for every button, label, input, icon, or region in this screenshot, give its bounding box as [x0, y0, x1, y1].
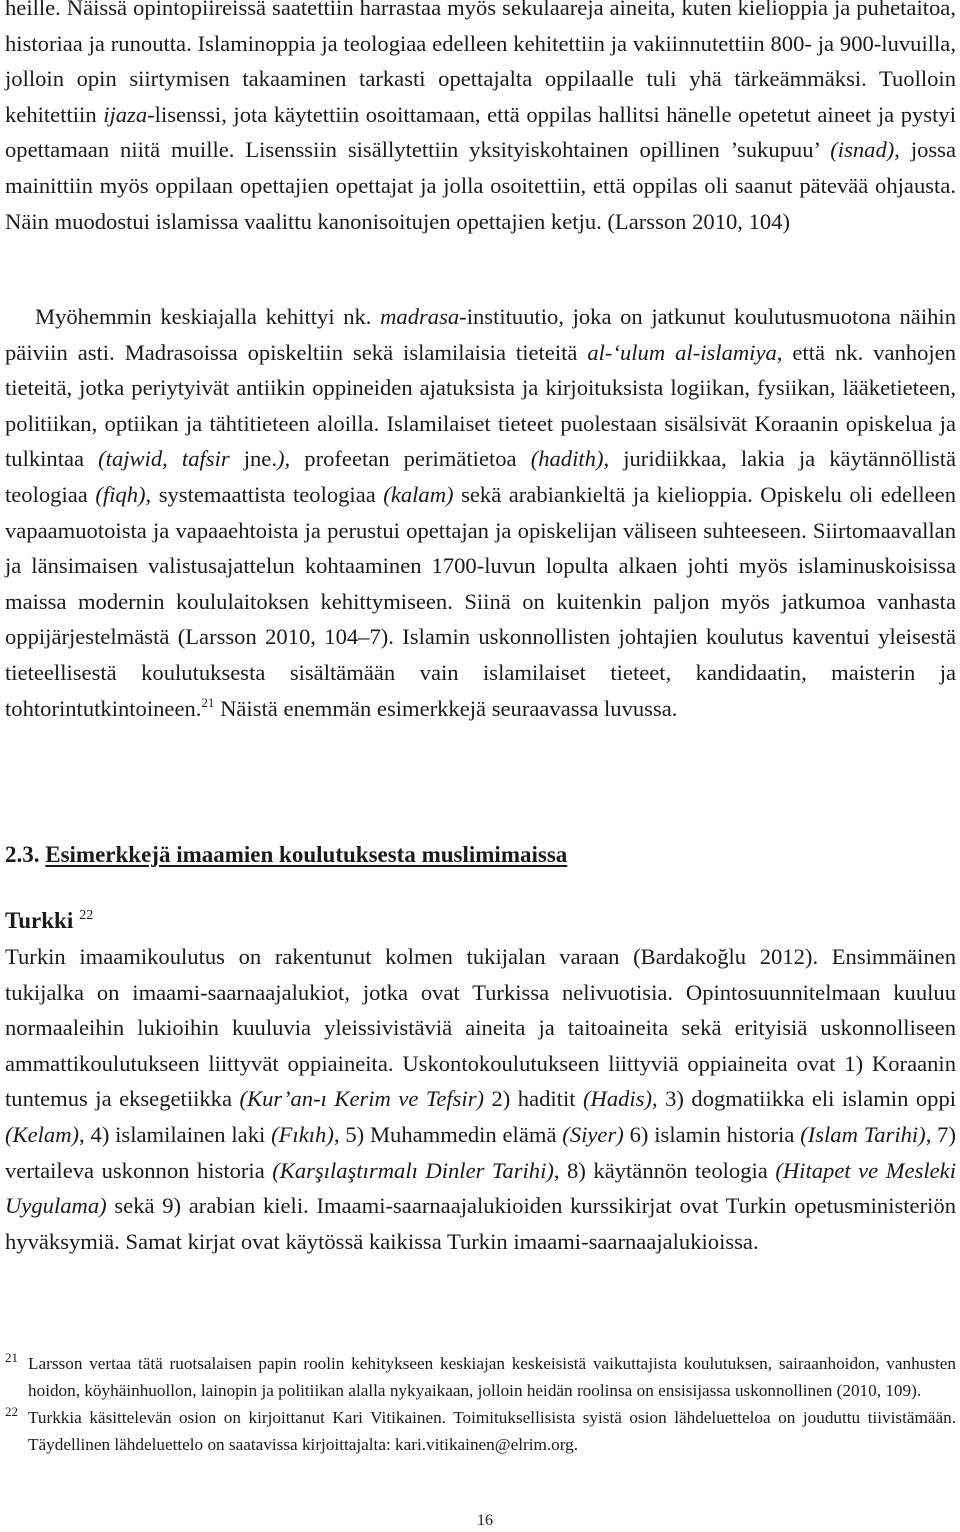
- text-run: , systemaattista teologiaa: [145, 481, 384, 507]
- italic-term: (Kur’an-ı Kerim ve Tefsir): [239, 1086, 485, 1112]
- subsection-title: Turkki: [5, 908, 74, 933]
- footnote-reference: 21: [201, 694, 215, 710]
- footnotes: [5, 1350, 956, 1458]
- text-run: sekä arabiankieltä ja kielioppia. Opiskelu oli edelleen vapaamuotoista ja vapaaehtoista ja perustui opettajan ja opiskelijan väliseen suhteeseen. Siirtomaavallan ja länsimaisen valistusajattelun kohtaaminen 1700-luvun lopulta alkaen johti myös islaminuskoisissa maissa modernin koululaitoksen kehittymiseen. Siinä on kuitenkin paljon myös jatkumoa vanhasta oppijärjestelmästä (Larsson 2010, 104–7). Islamin uskonnollisten johtajien koulutus kaventui yleisestä tieteellisestä koulutuksesta sisältämään vain islamilaiset tieteet, kandidaatin, maisterin ja tohtorintutkintoineen.: [5, 481, 956, 721]
- page-number: 16: [477, 1512, 493, 1529]
- text-run: , profeetan perimätietoa: [284, 446, 531, 472]
- text-run: jne.: [229, 446, 277, 472]
- text-run: -lisenssi, jota käytettiin osoittamaan, että oppilas hallitsi hänelle opetetut aineet ja pystyi opettamaan niitä muille. Lisenssiin sisällytettiin yksityiskohtainen opillinen ’sukupuu’: [5, 101, 956, 163]
- footnote-number: 21: [5, 1350, 18, 1365]
- text-run: , 8) käytännön teologia: [553, 1157, 776, 1183]
- italic-term: (hadith): [530, 446, 604, 472]
- section-heading: [5, 842, 567, 868]
- text-run: , jossa mainittiin myös oppilaan opettajien opettajat ja jolla osoitettiin, että oppilas oli saanut pätevää ohjausta. Näin muodostui islamissa vaalittu kanonisoitujen opettajien ketju. (Larsson 2010, 104): [5, 137, 957, 234]
- footnote-text: Turkkia käsittelevän osion on kirjoittanut Kari Vitikainen. Toimituksellisista syistä osion lähdeluetteloa on jouduttu tiivistämään. Täydellinen lähdeluettelo on saatavissa kirjoittajalta: kari.vitikainen@elrim.org.: [28, 1408, 956, 1454]
- text-run: , 5) Muhammedin elämä: [333, 1121, 563, 1147]
- italic-term: (kalam): [383, 481, 454, 507]
- text-run: heille. Näissä opintopiireissä saatettiin harrastaa myös sekulaareja aineita, kuten kielioppia ja puhetaitoa, historiaa ja runoutta. Islaminoppia ja teologiaa edelleen kehitettiin ja vakiinnutettiin 800- ja 900-luvuilla, jolloin opin siirtymisen takaaminen tarkasti opettajalta oppilaalle tuli yhä tärkeämmäksi. Tuolloin kehitettiin: [5, 0, 956, 127]
- footnote-reference: 22: [79, 908, 94, 923]
- footnote-22: [5, 1404, 956, 1458]
- text-run: Näistä enemmän esimerkkejä seuraavassa luvussa.: [214, 695, 678, 721]
- italic-term: (Hitapet ve Mesleki Uygulama): [5, 1157, 956, 1219]
- text-run: , 4) islamilainen laki: [79, 1121, 272, 1147]
- text-run: , 7) vertaileva uskonnon historia: [5, 1121, 956, 1183]
- italic-term: (Siyer): [562, 1121, 624, 1147]
- italic-term: (tajwid, tafsir: [98, 446, 230, 472]
- subsection-heading: [5, 908, 93, 934]
- italic-term: ijaza: [103, 101, 148, 127]
- italic-term: (fiqh): [95, 481, 146, 507]
- footnote-text: Larsson vertaa tätä ruotsalaisen papin roolin kehitykseen keskiajan keskeisistä vaikuttajista koulutuksen, sairaanhoidon, vanhusten hoidon, köyhäinhuollon, lainopin ja politiikan alalla nykyaikaan, jolloin heidän roolinsa on ensisijassa uskonnollinen (2010, 109).: [28, 1354, 956, 1400]
- document-page: [5, 0, 956, 1532]
- text-run: -instituutio, joka on jatkunut koulutusmuotona näihin päiviin asti. Madrasoissa opiskeltiin sekä islamilaisia tieteitä: [5, 304, 956, 365]
- body-paragraph-2: [5, 299, 956, 726]
- italic-term: (Karşılaştırmalı Dinler Tarihi): [272, 1157, 554, 1183]
- italic-term: (Fıkıh): [271, 1121, 334, 1147]
- text-run: , 3) dogmatiikka eli islamin oppi: [652, 1086, 957, 1112]
- text-run: 2) haditit: [484, 1086, 583, 1112]
- text-run: Myöhemmin keskiajalla kehittyi nk.: [35, 304, 381, 329]
- italic-term: ): [277, 446, 285, 472]
- section-title: Esimerkkejä imaamien koulutuksesta muslimimaissa: [45, 842, 568, 867]
- text-run: , että nk. vanhojen tieteitä, jotka periytyivät antiikin oppineiden ajatuksista ja kirjoituksista logiikan, fysiikan, lääketieteen, politiikan, optiikan ja tähtitieteen aloilla. Islamilaiset tieteet puolestaan sisälsivät Koraanin opiskelua ja tulkintaa: [5, 339, 956, 472]
- italic-term: (isnad): [830, 137, 895, 163]
- italic-term: (Islam Tarihi): [800, 1121, 926, 1147]
- text-run: , juridiikkaa, lakia ja käytännöllistä teologiaa: [5, 446, 957, 507]
- footnote-number: 22: [5, 1404, 18, 1419]
- italic-term: (Hadis): [582, 1086, 653, 1112]
- text-run: sekä 9) arabian kieli. Imaami-saarnaajalukioiden kurssikirjat ovat Turkin opetusministeriön hyväksymiä. Samat kirjat ovat käytössä kaikissa Turkin imaami-saarnaajalukioissa.: [5, 1193, 956, 1254]
- body-paragraph-3: [5, 939, 956, 1259]
- italic-term: (Kelam): [5, 1121, 80, 1147]
- italic-term: madrasa: [380, 304, 460, 329]
- text-run: Turkin imaamikoulutus on rakentunut kolmen tukijalan varaan (Bardakoğlu 2012). Ensimmäinen tukijalka on imaami-saarnaajalukiot, jotka ovat Turkissa nelivuotisia. Opintosuunnitelmaan kuuluu normaaleihin lukioihin kuuluvia yleissivistäviä aineita ja taitoaineita sekä erityisiä uskonnolliseen ammattikoulutukseen liittyvät oppiaineita. Uskontokoulutukseen liittyviä oppiaineita ovat 1) Koraanin tuntemus ja eksegetiikka: [5, 944, 956, 1112]
- footnote-21: [5, 1350, 956, 1404]
- italic-term: al-‘ulum al-islamiya: [587, 339, 777, 365]
- body-paragraph-1: [5, 0, 956, 239]
- section-number: 2.3.: [5, 842, 40, 867]
- text-run: 6) islamin historia: [623, 1121, 801, 1147]
